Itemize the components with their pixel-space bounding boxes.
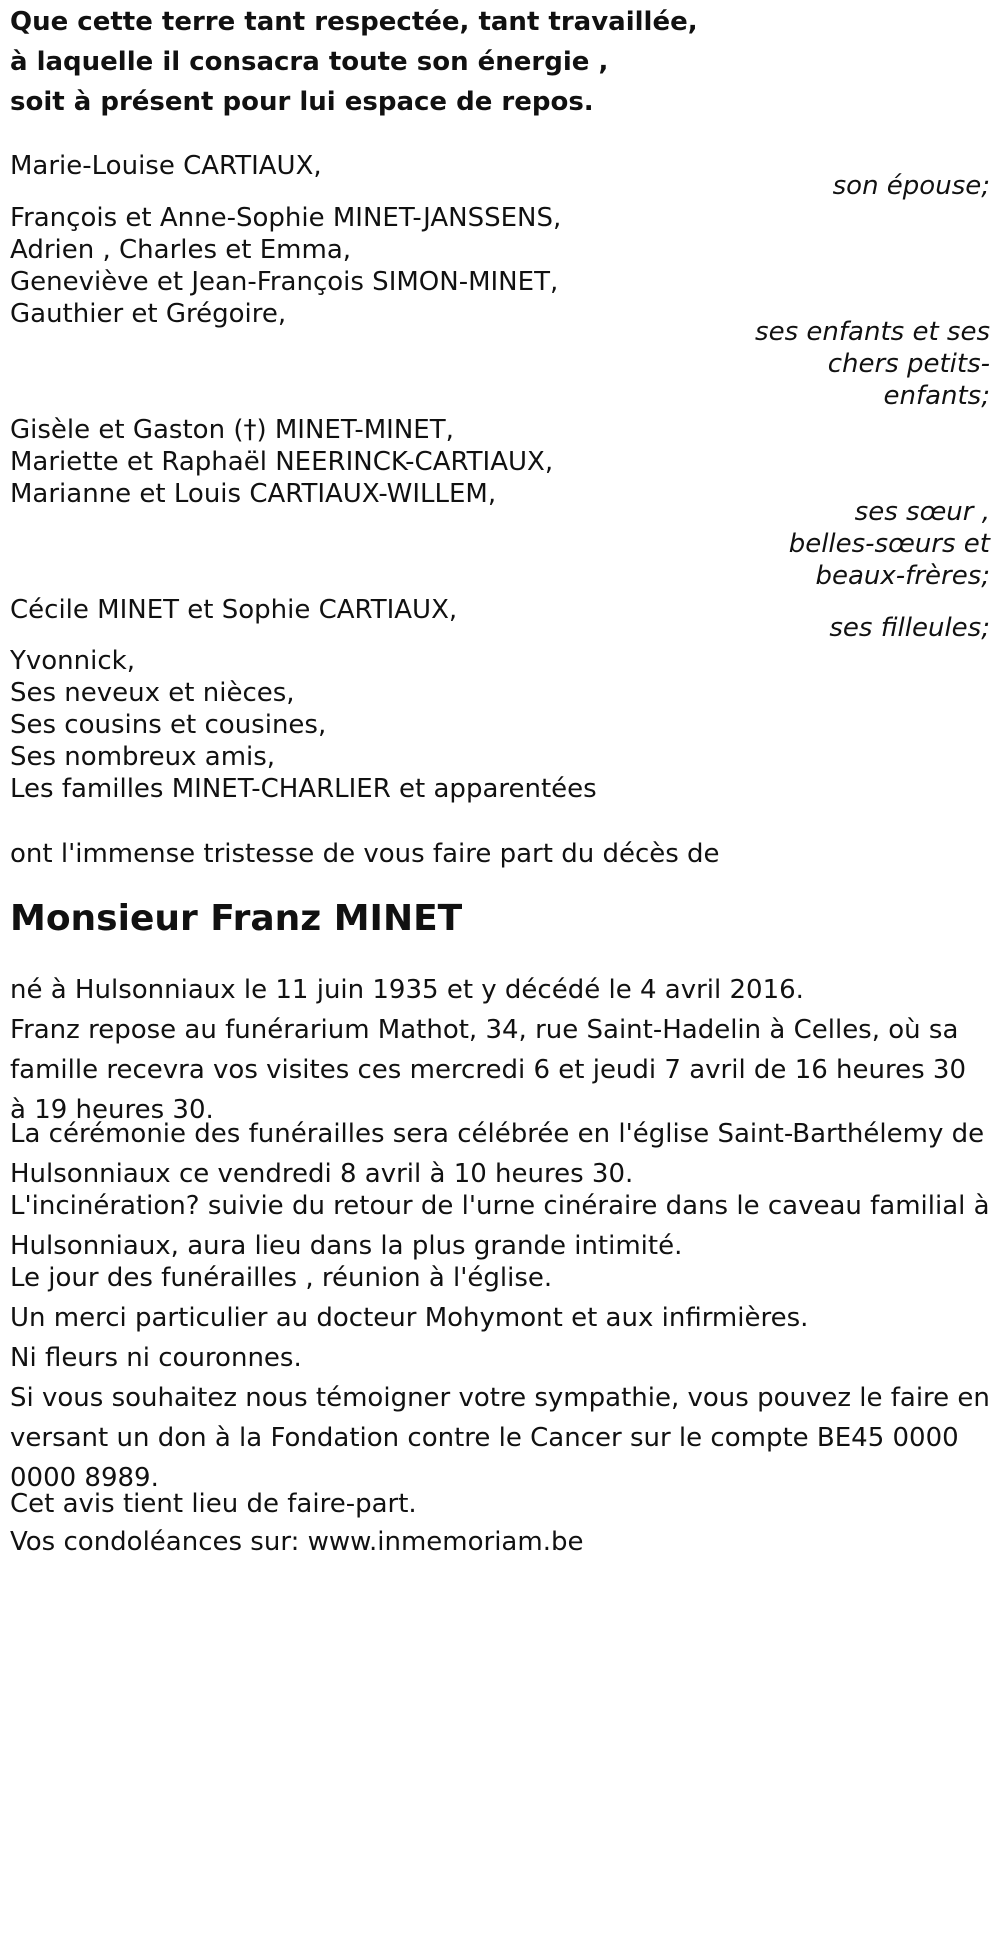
family-name: Yvonnick, [10,646,135,676]
relation-label: belles-sœurs et [788,529,990,559]
paragraph: Le jour des funérailles , réunion à l'église. [10,1263,553,1293]
paragraph: Franz repose au funérarium Mathot, 34, rue Saint-Hadelin à Celles, où sa famille recevra vos visites ces mercredi 6 et jeudi 7 avril de 16 heures 30 à 19 heures 30. [10,1015,967,1125]
family-name: Cécile MINET et Sophie CARTIAUX, [10,595,458,625]
relation-label: chers petits- [827,349,990,379]
family-name: Marie-Louise CARTIAUX, [10,151,322,181]
deceased-name: Monsieur Franz MINET [10,898,463,939]
family-name: Marianne et Louis CARTIAUX-WILLEM, [10,479,497,509]
family-name: Les familles MINET-CHARLIER et apparentées [10,774,597,804]
family-name: Geneviève et Jean-François SIMON-MINET, [10,267,559,297]
obituary-page [10,0,990,1941]
announcement: ont l'immense tristesse de vous faire part du décès de [10,839,720,869]
paragraph: Cet avis tient lieu de faire-part. [10,1489,417,1519]
paragraph: L'incinération? suivie du retour de l'urne cinéraire dans le caveau familial à Hulsonniaux, aura lieu dans la plus grande intimité. [10,1191,990,1261]
paragraph: né à Hulsonniaux le 11 juin 1935 et y décédé le 4 avril 2016. [10,975,804,1005]
paragraph: La cérémonie des funérailles sera célébrée en l'église Saint-Barthélemy de Hulsonniaux ce vendredi 8 avril à 10 heures 30. [10,1119,985,1189]
family-name: Ses cousins et cousines, [10,710,327,740]
family-name: Gauthier et Grégoire, [10,299,287,329]
paragraph: Si vous souhaitez nous témoigner votre sympathie, vous pouvez le faire en versant un don à la Fondation contre le Cancer sur le compte BE45 0000 0000 8989. [10,1383,990,1493]
family-name: Gisèle et Gaston (†) MINET-MINET, [10,415,454,445]
relation-label: son épouse; [832,171,990,201]
epigraph-line: Que cette terre tant respectée, tant travaillée, [10,7,698,37]
family-name: François et Anne-Sophie MINET-JANSSENS, [10,203,562,233]
epigraph-line: à laquelle il consacra toute son énergie , [10,47,609,77]
relation-label: beaux-frères; [815,561,990,591]
relation-label: ses sœur , [854,497,990,527]
paragraph: Ni fleurs ni couronnes. [10,1343,302,1373]
family-name: Mariette et Raphaël NEERINCK-CARTIAUX, [10,447,554,477]
relation-label: enfants; [883,381,990,411]
relation-label: ses enfants et ses [755,317,990,347]
family-name: Ses nombreux amis, [10,742,276,772]
family-name: Adrien , Charles et Emma, [10,235,352,265]
condolences-link[interactable]: Vos condoléances sur: www.inmemoriam.be [10,1527,584,1557]
paragraph: Un merci particulier au docteur Mohymont et aux infirmières. [10,1303,809,1333]
epigraph-line: soit à présent pour lui espace de repos. [10,87,594,117]
relation-label: ses filleules; [829,613,990,643]
family-name: Ses neveux et nièces, [10,678,295,708]
